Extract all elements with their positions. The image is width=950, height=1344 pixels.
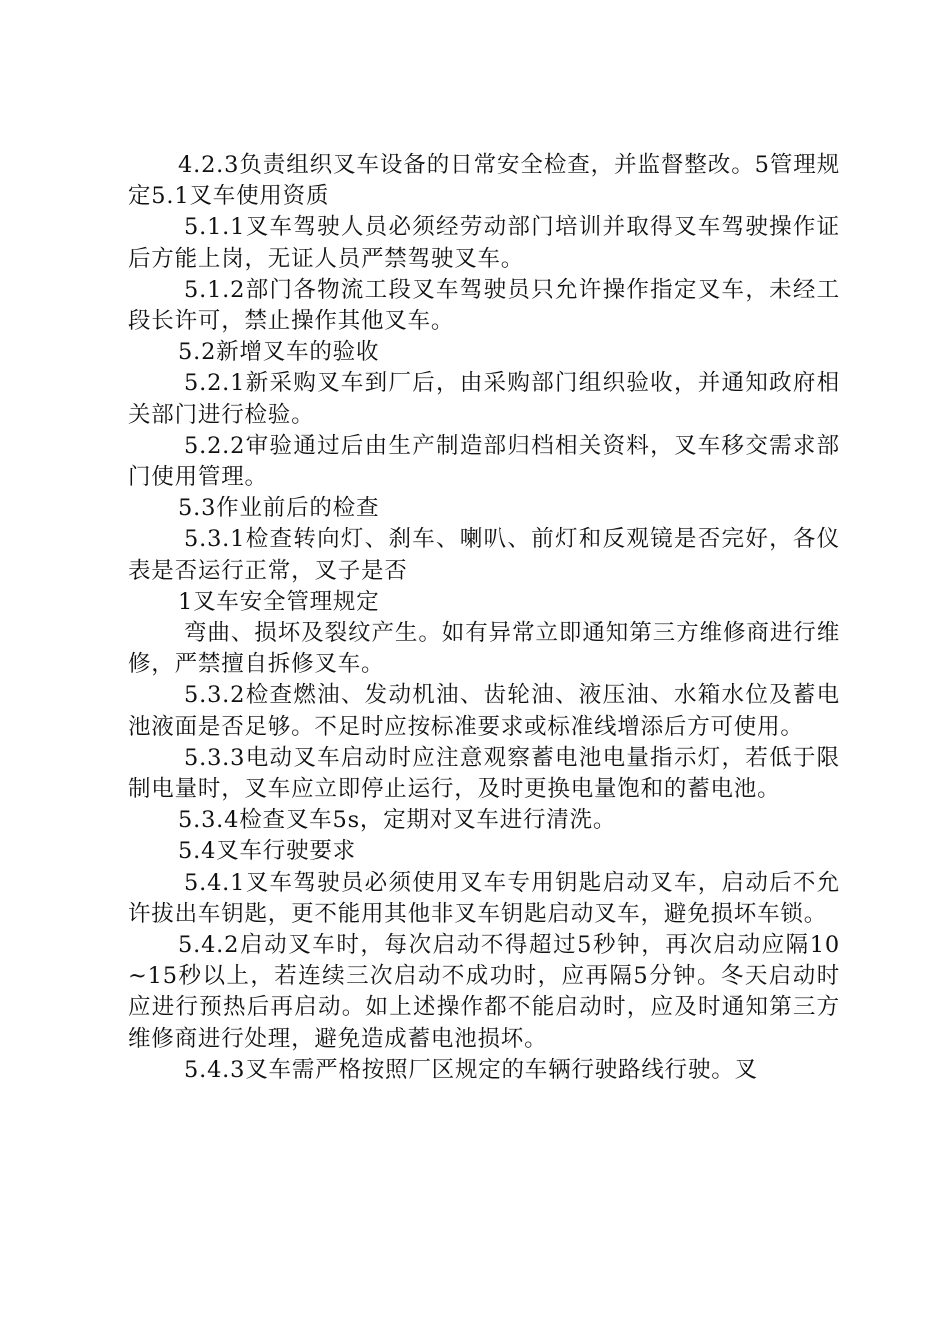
paragraph-5-3-1: 5.3.1检查转向灯、刹车、喇叭、前灯和反观镜是否完好，各仪表是否运行正常，叉子是否	[128, 526, 840, 584]
document-body	[128, 150, 840, 1086]
paragraph-5-3-1-continued: 弯曲、损坏及裂纹产生。如有异常立即通知第三方维修商进行维修，严禁擅自拆修叉车。	[128, 620, 840, 678]
paragraph-5-4-1: 5.4.1叉车驾驶员必须使用叉车专用钥匙启动叉车，启动后不允许拔出车钥匙，更不能用其他非叉车钥匙启动叉车，避免损坏车锁。	[128, 869, 840, 927]
paragraph-5-4-3: 5.4.3叉车需严格按照厂区规定的车辆行驶路线行驶。叉	[184, 1056, 758, 1083]
heading-5-3: 5.3作业前后的检查	[178, 495, 380, 522]
paragraph-5-2-1: 5.2.1新采购叉车到厂后，由采购部门组织验收，并通知政府相关部门进行检验。	[128, 370, 840, 428]
paragraph-5-3-3: 5.3.3电动叉车启动时应注意观察蓄电池电量指示灯，若低于限制电量时，叉车应立即停止运行，及时更换电量饱和的蓄电池。	[128, 744, 840, 803]
paragraph-4-2-3: 4.2.3负责组织叉车设备的日常安全检查，并监督整改。5管理规定5.1叉车使用资质	[128, 152, 840, 210]
paragraph-5-4-2: 5.4.2启动叉车时，每次启动不得超过5秒钟，再次启动应隔10~15秒以上，若连续三次启动不成功时，应再隔5分钟。冬天启动时应进行预热后再启动。如上述操作都不能启动时，应及时通知第三方维修商进行处理，避免造成蓄电池损坏。	[128, 932, 840, 1052]
paragraph-5-3-4: 5.3.4检查叉车5s，定期对叉车进行清洗。	[178, 807, 617, 834]
running-header-title: 1叉车安全管理规定	[178, 588, 380, 615]
heading-5-4: 5.4叉车行驶要求	[178, 838, 356, 865]
paragraph-5-3-2: 5.3.2检查燃油、发动机油、齿轮油、液压油、水箱水位及蓄电池液面是否足够。不足时应按标准要求或标准线增添后方可使用。	[128, 682, 840, 740]
heading-5-2: 5.2新增叉车的验收	[178, 339, 380, 366]
paragraph-5-2-2: 5.2.2审验通过后由生产制造部归档相关资料，叉车移交需求部门使用管理。	[128, 432, 840, 491]
paragraph-5-1-1: 5.1.1叉车驾驶人员必须经劳动部门培训并取得叉车驾驶操作证后方能上岗，无证人员严禁驾驶叉车。	[128, 214, 840, 272]
paragraph-5-1-2: 5.1.2部门各物流工段叉车驾驶员只允许操作指定叉车，未经工段长许可，禁止操作其他叉车。	[128, 276, 840, 335]
